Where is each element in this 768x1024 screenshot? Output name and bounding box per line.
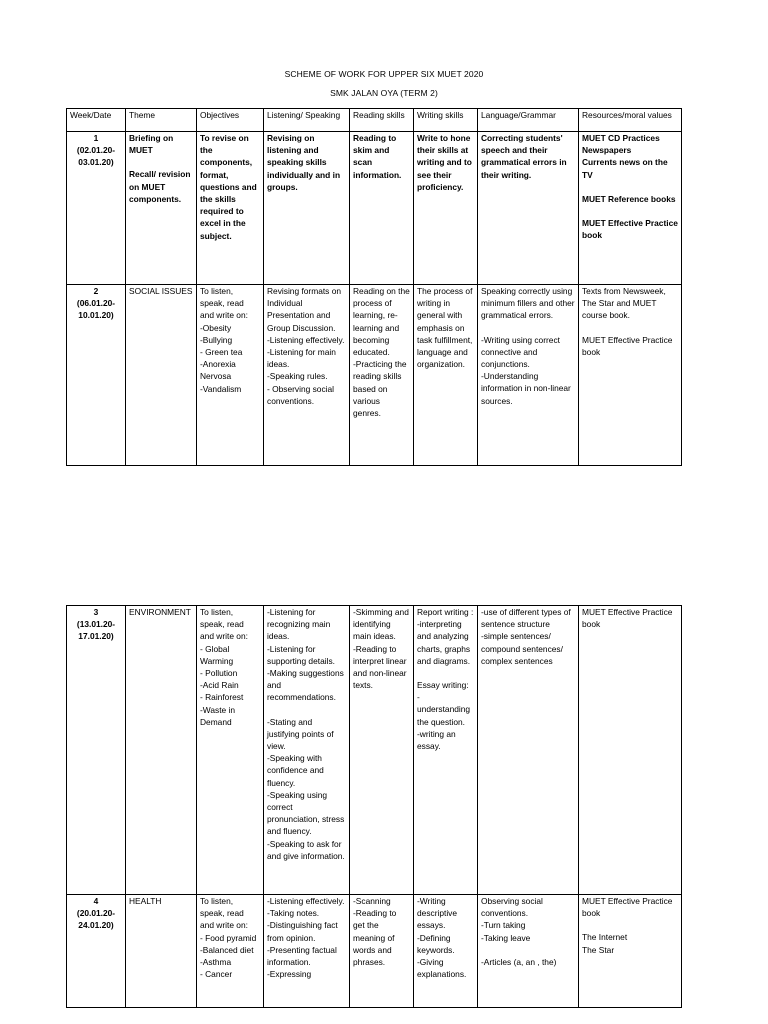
cell-writing	[414, 895, 478, 1008]
cell-line: -Listening effectively.	[267, 896, 345, 906]
cell-line: HEALTH	[129, 896, 162, 906]
cell-line: - Observing social conventions.	[267, 383, 335, 406]
cell-line: -Acid Rain	[200, 680, 239, 691]
cell-line: -Anorexia	[200, 359, 236, 370]
cell-line: -Making suggestions and recommendations.	[267, 668, 344, 703]
cell-line: -Skimming and identifying main ideas.	[353, 607, 409, 642]
header-cell: Objectives	[197, 109, 264, 132]
cell-line: -Defining keywords.	[417, 932, 455, 955]
cell-line: To revise on the components, format, questions and the skills required to excel in the subject.	[200, 133, 257, 241]
cell-line: -Writing descriptive essays.	[417, 896, 458, 931]
cell-line: -Speaking using correct pronunciation, stress and fluency.	[267, 789, 345, 837]
table-row	[67, 132, 682, 285]
cell-grammar	[478, 285, 579, 466]
cell-line: 24.01.20)	[78, 920, 114, 931]
cell-line: Reading on the process of learning, re-learning and becoming educated.	[353, 286, 410, 358]
cell-listening	[264, 895, 350, 1008]
cell-line: To listen, speak, read and write on:	[200, 896, 248, 931]
cell-line: -Turn taking	[481, 920, 526, 931]
cell-line: 17.01.20)	[78, 631, 114, 642]
scheme-table-part-2	[66, 605, 682, 1008]
cell-line: Speaking correctly using minimum fillers and other grammatical errors.	[481, 286, 575, 321]
cell-line: Newspapers	[582, 145, 632, 156]
cell-line: Report writing :	[417, 607, 474, 617]
cell-line: -Listening for recognizing main ideas.	[267, 607, 331, 642]
header-cell: Week/Date	[67, 109, 126, 132]
cell-week	[67, 132, 126, 285]
cell-line: (13.01.20-	[76, 619, 116, 630]
cell-line	[582, 181, 678, 193]
cell-theme	[126, 895, 197, 1008]
cell-line: -Listening for main ideas.	[267, 347, 336, 370]
cell-line	[481, 944, 575, 956]
cell-line: Revising formats on Individual Presentation and Group Discussion.	[267, 286, 342, 333]
cell-reading	[350, 606, 414, 895]
header-cell: Writing skills	[414, 109, 478, 132]
cell-listening	[264, 132, 350, 285]
cell-line: 1	[93, 133, 99, 143]
cell-line: -Speaking to ask for and give information.	[267, 838, 345, 861]
cell-line: 03.01.20)	[78, 157, 114, 168]
cell-line: -Vandalism	[200, 383, 242, 394]
cell-line: (06.01.20-	[76, 298, 116, 309]
document-title: SCHEME OF WORK FOR UPPER SIX MUET 2020	[284, 69, 484, 79]
cell-line: Texts from Newsweek, The Star and MUET course book.	[582, 286, 666, 321]
header-cell: Resources/moral values	[579, 109, 682, 132]
cell-line: 10.01.20)	[78, 310, 114, 321]
cell-line: The Internet	[582, 932, 628, 943]
cell-week	[67, 606, 126, 895]
header-cell: Listening/ Speaking	[264, 109, 350, 132]
cell-line: The Star	[582, 944, 615, 955]
cell-line: MUET Effective Practice book	[582, 334, 673, 357]
cell-line: -Distinguishing fact from opinion.	[267, 920, 338, 943]
cell-line: SOCIAL ISSUES	[129, 286, 193, 296]
cell-reading	[350, 132, 414, 285]
cell-line: (20.01.20-	[76, 908, 116, 919]
cell-line: -Speaking with confidence and fluency.	[267, 753, 324, 788]
cell-grammar	[478, 895, 579, 1008]
header-cell: Reading skills	[350, 109, 414, 132]
cell-line: - Green tea	[200, 347, 243, 358]
cell-line: -writing an essay.	[417, 728, 456, 752]
cell-line: - Pollution	[200, 668, 238, 679]
cell-line: -Obesity	[200, 322, 232, 333]
cell-line: MUET Effective Practice book	[582, 218, 678, 241]
cell-line: -Writing using correct connective and conjunctions.	[481, 334, 560, 370]
cell-resources	[579, 285, 682, 466]
cell-objectives	[197, 606, 264, 895]
cell-line: -Giving explanations.	[417, 957, 467, 980]
cell-line: MUET Effective Practice book	[582, 607, 673, 630]
cell-resources	[579, 132, 682, 285]
cell-line: -Reading to get the meaning of words and phrases.	[353, 908, 397, 968]
cell-line: -Balanced diet	[200, 944, 254, 955]
cell-line: Briefing on MUET	[129, 133, 174, 156]
cell-line: MUET Effective Practice book	[582, 896, 673, 919]
cell-week	[67, 895, 126, 1008]
cell-line	[267, 704, 346, 716]
cell-listening	[264, 285, 350, 466]
cell-resources	[579, 606, 682, 895]
cell-line: Observing social conventions.	[481, 896, 543, 919]
cell-line: -use of different types of sentence structure	[481, 607, 571, 630]
cell-listening	[264, 606, 350, 895]
table-header-row	[67, 109, 682, 132]
cell-line: Correcting students' speech and their grammatical errors in their writing.	[481, 133, 567, 180]
cell-line: Write to hone their skills at writing and to see their proficiency.	[417, 133, 472, 192]
cell-line: Essay writing:	[417, 680, 469, 691]
cell-line	[582, 919, 678, 931]
cell-line: -simple sentences/ compound sentences/ complex sentences	[481, 631, 563, 666]
cell-reading	[350, 285, 414, 466]
cell-line: 2	[93, 286, 99, 296]
cell-line	[582, 205, 678, 217]
cell-line	[582, 322, 678, 334]
cell-objectives	[197, 132, 264, 285]
cell-objectives	[197, 285, 264, 466]
header-cell: Theme	[126, 109, 197, 132]
cell-line: -Asthma	[200, 957, 232, 968]
cell-line: (02.01.20-	[76, 145, 116, 156]
cell-line: To listen, speak, read and write on:	[200, 607, 248, 642]
cell-line: -Taking leave	[481, 932, 531, 943]
cell-line: -interpreting and analyzing charts, graphs and diagrams.	[417, 619, 471, 666]
cell-line: -Listening for supporting details.	[267, 643, 335, 666]
cell-line: MUET Reference books	[582, 193, 676, 204]
cell-line: -Speaking rules.	[267, 371, 328, 382]
cell-line: -Presenting factual information.	[267, 944, 337, 968]
cell-line: - Cancer	[200, 969, 233, 980]
cell-line: Currents news on the TV	[582, 157, 668, 180]
cell-writing	[414, 285, 478, 466]
cell-line: -Articles (a, an , the)	[481, 956, 557, 967]
cell-line	[129, 156, 193, 168]
cell-week	[67, 285, 126, 466]
cell-line: -Reading to interpret linear and non-linear texts.	[353, 643, 407, 691]
document-subtitle: SMK JALAN OYA (TERM 2)	[330, 88, 438, 98]
cell-line: - Rainforest	[200, 692, 244, 703]
cell-grammar	[478, 606, 579, 895]
table-row	[67, 285, 682, 466]
cell-line: Recall/ revision on MUET components.	[129, 169, 191, 204]
table-row	[67, 606, 682, 895]
cell-line: - Global Warming	[200, 643, 234, 666]
cell-line: ENVIRONMENT	[129, 607, 191, 617]
cell-line: -Understanding information in non-linear sources.	[481, 371, 571, 406]
cell-writing	[414, 132, 478, 285]
cell-line	[417, 667, 474, 679]
cell-line: -Scanning	[353, 896, 391, 906]
cell-line: -Bullying	[200, 334, 233, 345]
cell-theme	[126, 132, 197, 285]
cell-line	[481, 322, 575, 334]
cell-line: -Listening effectively.	[267, 334, 345, 345]
header-cell: Language/Grammar	[478, 109, 579, 132]
cell-line: Nervosa	[200, 371, 232, 382]
cell-resources	[579, 895, 682, 1008]
cell-grammar	[478, 132, 579, 285]
table-row	[67, 895, 682, 1008]
cell-reading	[350, 895, 414, 1008]
cell-line: Revising on listening and speaking skills individually and in groups.	[267, 133, 341, 192]
scheme-table-part-1	[66, 108, 682, 466]
cell-theme	[126, 285, 197, 466]
cell-objectives	[197, 895, 264, 1008]
cell-writing	[414, 606, 478, 895]
cell-line: 3	[93, 607, 99, 617]
cell-line: 4	[93, 896, 99, 906]
cell-line: -Taking notes.	[267, 908, 320, 919]
cell-line: To listen, speak, read and write on:	[200, 286, 248, 321]
cell-line: - Food pyramid	[200, 932, 257, 943]
cell-line: The process of writing in general with emphasis on task fulfillment, language and organization.	[417, 286, 473, 370]
cell-line: -Stating and justifying points of view.	[267, 716, 334, 752]
cell-line: - understanding the question.	[417, 692, 471, 727]
cell-line: -Practicing the reading skills based on various genres.	[353, 359, 407, 419]
cell-line: MUET CD Practices	[582, 133, 660, 143]
cell-line: -Expressing	[267, 969, 312, 980]
cell-theme	[126, 606, 197, 895]
cell-line: Reading to skim and scan information.	[353, 133, 402, 180]
cell-line: -Waste in Demand	[200, 704, 236, 727]
